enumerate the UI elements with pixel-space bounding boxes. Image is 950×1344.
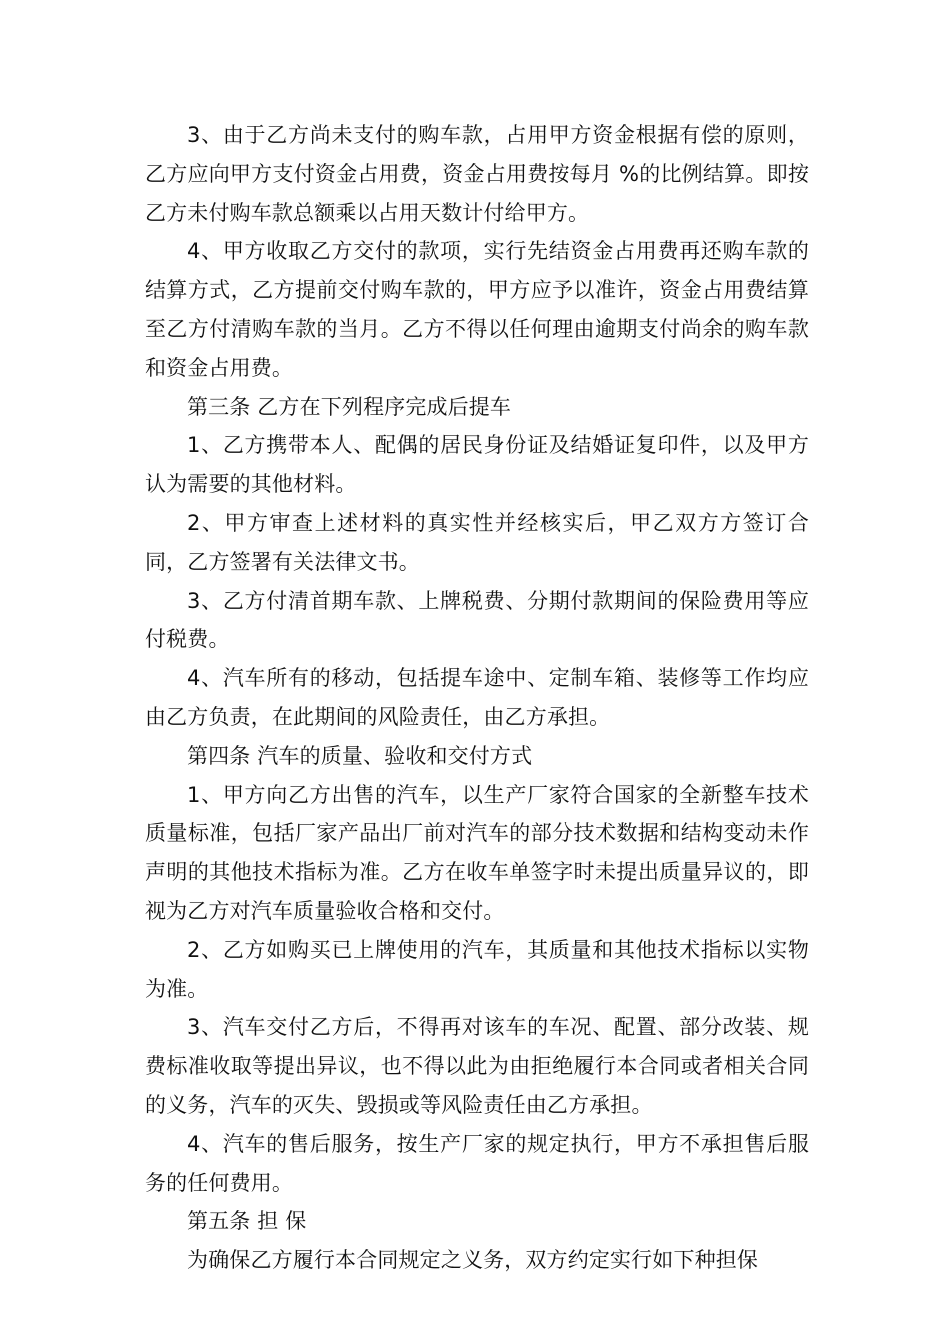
clause-4-item-1: 1、甲方向乙方出售的汽车，以生产厂家符合国家的全新整车技术质量标准，包括厂家产品出厂前对汽车的部分技术数据和结构变动未作声明的其他技术指标为准。乙方在收车单签字时未提出质量异议的，即视为乙方对汽车质量验收合格和交付。: [145, 782, 809, 923]
clause-2-item-4: 4、甲方收取乙方交付的款项，实行先结资金占用费再还购车款的结算方式，乙方提前交付购车款的，甲方应予以准许，资金占用费结算至乙方付清购车款的当月。乙方不得以任何理由逾期支付尚余的购车款和资金占用费。: [145, 239, 809, 380]
clause-5-heading: 第五条 担 保: [187, 1209, 307, 1234]
clause-4-item-3: 3、汽车交付乙方后，不得再对该车的车况、配置、部分改装、规费标准收取等提出异议，也不得以此为由拒绝履行本合同或者相关合同的义务，汽车的灭失、毁损或等风险责任由乙方承担。: [145, 1015, 809, 1117]
clause-3-item-1: 1、乙方携带本人、配偶的居民身份证及结婚证复印件，以及甲方认为需要的其他材料。: [145, 433, 809, 497]
clause-4-item-2: 2、乙方如购买已上牌使用的汽车，其质量和其他技术指标以实物为准。: [145, 937, 809, 1001]
clause-3-item-3: 3、乙方付清首期车款、上牌税费、分期付款期间的保险费用等应付税费。: [145, 588, 809, 652]
clause-3-item-2: 2、甲方审查上述材料的真实性并经核实后，甲乙双方方签订合同，乙方签署有关法律文书。: [145, 510, 809, 574]
clause-3-item-4: 4、汽车所有的移动，包括提车途中、定制车箱、装修等工作均应由乙方负责，在此期间的风险责任，由乙方承担。: [145, 666, 809, 729]
clause-4-item-4: 4、汽车的售后服务，按生产厂家的规定执行，甲方不承担售后服务的任何费用。: [145, 1131, 809, 1195]
clause-5-body: 为确保乙方履行本合同规定之义务，双方约定实行如下种担保: [187, 1248, 759, 1273]
clause-4-heading: 第四条 汽车的质量、验收和交付方式: [187, 743, 533, 768]
clause-2-item-3: 3、由于乙方尚未支付的购车款，占用甲方资金根据有偿的原则，乙方应向甲方支付资金占用费，资金占用费按每月 %的比例结算。即按乙方未付购车款总额乘以占用天数计付给甲方。: [145, 123, 809, 225]
clause-3-heading: 第三条 乙方在下列程序完成后提车: [187, 394, 512, 419]
document-body: [145, 116, 809, 1280]
